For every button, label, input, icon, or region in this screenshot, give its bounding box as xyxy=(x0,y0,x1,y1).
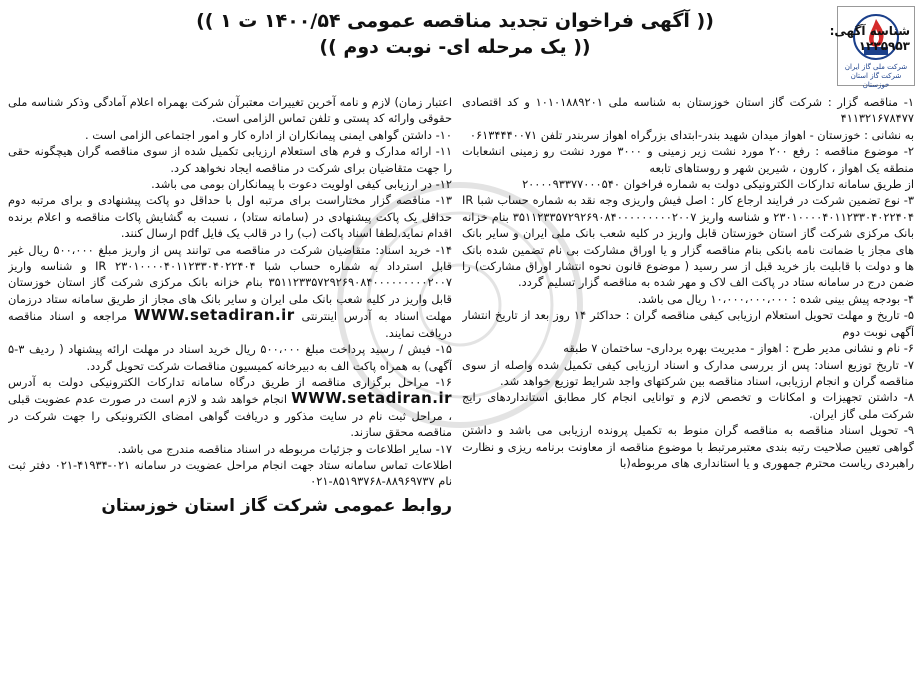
clause-15: ۱۵- فیش / رسید پرداخت مبلغ ۵۰۰،۰۰۰ ریال خرید اسناد در مهلت ارائه پیشنهاد ( ردیف ۳-۵ آگهی) به همراه پاکت الف به دبیرخانه کمیسیون مناقصات شرکت تحویل گردد. xyxy=(8,342,452,373)
clause-13: ۱۳- مناقصه گزار مختاراست برای مرتبه اول با حداقل دو پاکت پیشنهادی و برای مرتبه دوم حداقل یک پاکت پیشنهادی در (سامانه ستاد) ، نسبت به گشایش پاکات مناقصه و اعلام برنده اقدام نماید.لطفا اسناد پاکت (ب) را در قالب یک فایل pdf ارسال کنند. xyxy=(8,193,452,241)
clause-9: ۹- تحویل اسناد مناقصه به مناقصه گران منوط به تکمیل پرونده ارزیابی می باشد و داشتن گواهی تعیین صلاحیت رتبه بندی معتبرمرتبط با موضوع مناقصه از معاونت برنامه ریزی و نظارت راهبردی ریاست محترم جمهوری و یا استانداری های مربوطه(با xyxy=(462,423,914,470)
clause-5: ۵- تاریخ و مهلت تحویل استعلام ارزیابی کیفی مناقصه گران : حداکثر ۱۴ روز بعد از تاریخ انتشار آگهی نوبت دوم xyxy=(462,308,914,339)
clause-1-address: به نشانی : خوزستان - اهواز میدان شهید بندر-ابتدای بزرگراه اهواز سربندر تلفن ۰۶۱۳۴۴۴۰۰۷۱ xyxy=(469,127,914,142)
clause-7: ۷- تاریخ توزیع اسناد: پس از بررسی مدارک و اسناد ارزیابی کیفی تکمیل شده واصله از سوی مناقصه گران و انجام ارزیابی، اسناد مناقصه بین شرکتهای واجد شرایط توزیع خواهد شد. xyxy=(462,357,914,388)
clause-16 xyxy=(8,374,452,441)
clause-16-tail: انجام خواهد شد و لازم است در صورت عدم عضویت قبلی ، مراحل ثبت نام در سایت مذکور و دریافت گواهی امضای الکترونیکی را جهت شرکت در مناقصه محقق سازند. xyxy=(8,392,452,440)
clause-14 xyxy=(8,242,452,341)
title-line-1: (( آگهی فراخوان تجدید مناقصه عمومی ۱۴۰۰/۵۴ ت ۱ )) xyxy=(196,10,714,32)
clause-4: ۴- بودجه پیش بینی شده : ۱۰،۰۰۰،۰۰۰،۰۰۰ ریال می باشد. xyxy=(637,291,914,306)
clause-8: ۸- داشتن تجهیزات و امکانات و تخصص لازم و توانایی انجام کار مطابق استانداردهای رایج شرکت ملی گاز ایران. xyxy=(462,390,914,421)
public-relations-signature: روابط عمومی شرکت گاز استان خوزستان xyxy=(101,495,452,516)
clause-10: ۱۰- داشتن گواهی ایمنی پیمانکاران از اداره کار و امور اجتماعی الزامی است . xyxy=(84,127,452,142)
clause-16-text: ۱۶- مراحل برگزاری مناقصه از طریق درگاه سامانه تدارکات الکترونیکی دولت به آدرس xyxy=(8,374,452,389)
clause-2: ۲- موضوع مناقصه : رفع ۲۰۰ مورد نشت زیر زمینی و ۳۰۰۰ مورد نشت رو زمینی انشعابات منطقه یک اهواز ، کارون ، شیرین شهر و روستاهای تابعه xyxy=(462,144,914,175)
clause-6: ۶- نام و نشانی مدیر طرح : اهواز - مدیریت بهره برداری- ساختمان ۷ طبقه xyxy=(563,341,914,356)
clause-2-setad: از طریق سامانه تدارکات الکترونیکی دولت به شماره فراخوان ۲۰۰۰۰۹۳۳۷۷۰۰۰۵۴۰ xyxy=(522,177,914,192)
logo-caption-1: شرکت ملی گاز ایران xyxy=(844,63,908,71)
notice-title xyxy=(110,8,800,60)
setadiran-link-2[interactable]: WWW.setadiran.ir xyxy=(291,389,452,408)
setadiran-link[interactable]: WWW.setadiran.ir xyxy=(133,306,295,325)
contact-info: اطلاعات تماس سامانه ستاد جهت انجام مراحل عضویت در سامانه ۰۲۱-۴۱۹۳۴-۰۲۱ دفتر ثبت نام ۸۸۹۶۹۷۳۷-۸۵۱۹۳۷۶۸-۰۲۱ xyxy=(8,457,452,489)
clause-11: ۱۱- ارائه مدارک و فرم های استعلام ارزیابی تکمیل شده از سوی مناقصه گران هیچگونه حقی را جهت متقاضیان برای شرکت در مناقصه ایجاد نخواهد کرد. xyxy=(8,144,452,175)
logo-caption-2: شرکت گاز استان خوزستان xyxy=(850,72,902,89)
clause-12: ۱۲- در ارزیابی کیفی اولویت دعوت با پیمانکاران بومی می باشد. xyxy=(151,177,452,192)
clause-14-tail: مراجعه و اسناد مناقصه دریافت نمایند. xyxy=(8,309,452,340)
clause-14-text: ۱۴- خرید اسناد: متقاضیان شرکت در مناقصه می توانند پس از واریز مبلغ ۵۰۰،۰۰۰ ریال غیر قابل استرداد به شماره حساب شبا IR ۲۳۰۱۰۰۰۰۴۰۱۱۲۳۳۰۴۰۲۲۴۰۴ و شناسه واریز ۳۵۱۱۲۳۳۵۷۲۹۲۶۹۰۸۴۰۰۰۰۰۰۰۰۰۲۰۰۷ بنام خزانه بانک مرکزی شرکت گاز استان خوزستان قابل واریز در کلیه شعب بانک ملی ایران و سایر بانک های مجاز از طریق سامانه ستاد درزمان مهلت اسناد به آدرس اینترنتی xyxy=(8,242,452,324)
left-column xyxy=(8,94,452,680)
right-column xyxy=(462,94,914,680)
clause-1: ۱- مناقصه گزار : شرکت گاز استان خوزستان به شناسه ملی ۱۰۱۰۱۸۸۹۲۰۱ و کد اقتصادی ۴۱۱۳۲۱۶۷۸۴۷۷ xyxy=(462,95,914,126)
ad-id-value: ۱۲۳۵۹۵۳ xyxy=(858,39,910,53)
clause-9-continued: اعتبار زمان) لازم و نامه آخرین تغییرات معتبرآن شرکت بهمراه اعلام آمادگی وذکر شناسه ملی حقوقی وارائه کد پستی و تلفن تماس الزامی است. xyxy=(8,95,452,126)
title-line-2: (( یک مرحله ای- نوبت دوم )) xyxy=(319,36,591,58)
ad-id-block xyxy=(820,24,910,54)
clause-3: ۳- نوع تضمین شرکت در فرایند ارجاع کار : اصل فیش واریزی وجه نقد به شماره حساب شبا IR ۲۳۰۱۰۰۰۰۴۰۱۱۲۳۳۰۴۰۲۲۴۰۴ و شناسه واریز ۳۵۱۱۲۳۳۵۷۲۹۲۶۹۰۸۴۰۰۰۰۰۰۰۰۰۲۰۰۷ بنام خزانه بانک مرکزی شرکت گاز استان خوزستان قابل واریز در کلیه شعب بانک ملی ایران و سایر بانک های مجاز یا ضمانت نامه بانکی بنام مناقصه گزار و یا اوراق مشارکت بی نام تضمین شده بانک ها و دولت با قابلیت باز خرید قبل از سر رسید ( موضوع قانون نحوه انتشار اوراق مشارکت) را ضمن درج در سامانه ستاد در پاکت الف لاک و مهر شده به مناقصه گزار تسلیم گردد. xyxy=(462,193,914,290)
clause-17: ۱۷- سایر اطلاعات و جزئیات مربوطه در اسناد مناقصه مندرج می باشد. xyxy=(117,441,452,456)
ad-id-label: شناسه آگهی: xyxy=(829,24,910,38)
